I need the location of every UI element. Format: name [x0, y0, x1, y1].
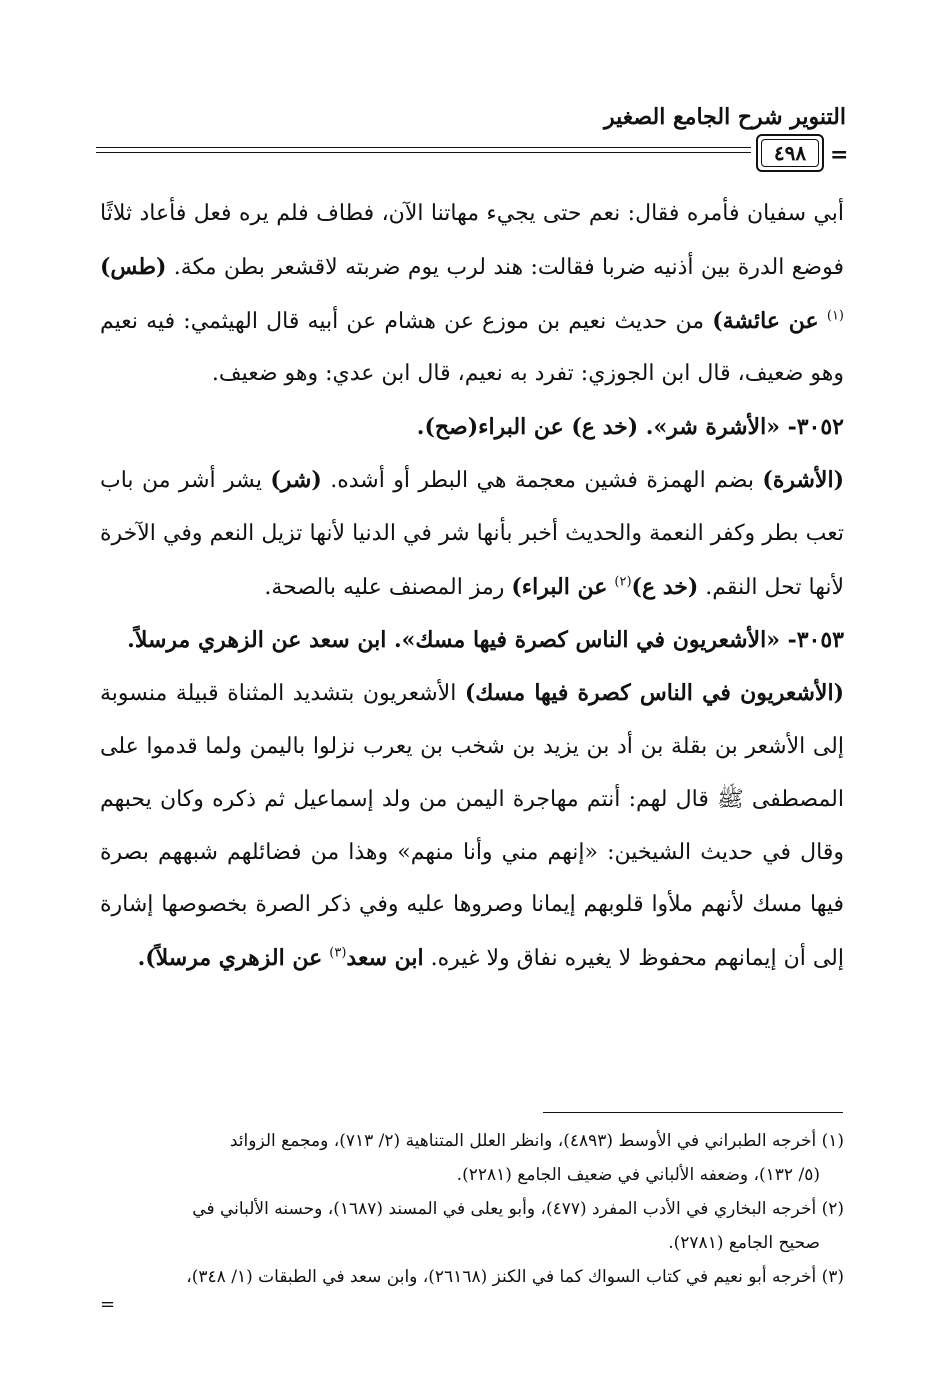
- text-run: يشر أشر من باب تعب بطر وكفر النعمة والحديث أخبر بأنها شر في الدنيا لأنها تزيل النعم وفي الآخرة لأنها تحل النقم.: [100, 467, 844, 600]
- header-rule-line: [96, 152, 751, 153]
- lemma: (الأشعريون في الناس كصرة فيها مسك): [464, 680, 844, 707]
- text-run: أبي سفيان فأمره فقال: نعم حتى يجيء مهاتنا الآن، فطاف فلم يره فعل فأعاد ثلاثًا فوضع الدرة بين أذنيه ضربا فقالت: هند لرب يوم ضربته لاقشعر بطن مكة.: [100, 201, 844, 280]
- footnote-continuation-mark: =: [100, 1294, 116, 1315]
- footnote-1-cont: (٥/ ١٣٢)، وضعفه الألباني في ضعيف الجامع (٢٢٨١).: [456, 1165, 820, 1185]
- hadith-heading-3052: ٣٠٥٢- «الأشرة شر». (خد ع) عن البراء(صح).: [416, 414, 844, 441]
- header-continuation-mark: =: [830, 142, 849, 168]
- page-number-text: ٤٩٨: [773, 141, 807, 165]
- source-name: ابن سعد: [346, 945, 424, 972]
- footnote-1: (١) أخرجه الطبراني في الأوسط (٤٨٩٣)، وانظر العلل المتناهية (٢/ ٧١٣)، ومجمع الزوائد: [229, 1131, 844, 1151]
- hadith-heading-3053: ٣٠٥٣- «الأشعريون في الناس كصرة فيها مسك». ابن سعد عن الزهري مرسلاً.: [127, 627, 844, 654]
- source-code: (خد ع): [631, 573, 699, 600]
- footnote-separator: [543, 1112, 843, 1113]
- footnotes: [100, 1124, 844, 1294]
- footnote-2: (٢) أخرجه البخاري في الأدب المفرد (٤٧٧)، وأبو يعلى في المسند (١٦٨٧)، وحسنه الألباني في: [192, 1199, 844, 1219]
- footnote-3: (٣) أخرجه أبو نعيم في كتاب السواك كما في الكنز (٢٦١٦٨)، وابن سعد في الطبقات (١/ ٣٤٨)،: [186, 1267, 844, 1287]
- narrator: عن الزهري مرسلاً).: [137, 945, 323, 972]
- text-run: بضم الهمزة فشين معجمة هي البطر أو أشده.: [330, 467, 754, 493]
- source-code: (طس): [100, 253, 167, 280]
- lemma: (الأشرة): [762, 466, 844, 493]
- page-header: [96, 104, 849, 184]
- header-double-rule: [96, 146, 751, 158]
- header-rule-line: [96, 147, 751, 148]
- paragraph-commentary-3053: [100, 667, 844, 986]
- paragraph-continued: [100, 188, 844, 401]
- main-text: [100, 188, 844, 986]
- footnote-ref-1: (١): [826, 308, 844, 324]
- footnote-2-cont: صحيح الجامع (٢٧٨١).: [668, 1233, 820, 1253]
- text-run: من حديث نعيم بن موزع عن هشام عن أبيه قال الهيثمي: فيه نعيم وهو ضعيف، قال ابن الجوزي: تفرد به نعيم، قال ابن عدي: وهو ضعيف.: [100, 308, 844, 387]
- running-title: التنوير شرح الجامع الصغير: [604, 104, 846, 130]
- narrator: عن عائشة): [712, 307, 819, 334]
- paragraph-commentary-3052: [100, 454, 844, 614]
- lemma: (شر): [270, 466, 322, 493]
- footnote-ref-3: (٣): [329, 945, 347, 961]
- narrator: عن البراء): [511, 573, 608, 600]
- text-run: الأشعريون بتشديد المثناة قبيلة منسوبة إلى الأشعر بن بقلة بن أد بن يزيد بن شخب بن يعرب نزلوا باليمن ولما قدموا على المصطفى ﷺ قال لهم: أنتم مهاجرة اليمن من ولد إسماعيل ثم ذكره وكان يحبهم وقال في حديث الشيخين: «إنهم مني وأنا منهم» وهذا من فضائلهم شبههم بصرة فيها مسك لأنهم ملأوا قلوبهم إيمانا وصروها عليه وفي ذكر الصرة بخصوصها إشارة إلى أن إيمانهم محفوظ لا يغيره نفاق ولا غيره.: [100, 681, 844, 972]
- footnote-ref-2: (٢): [614, 574, 632, 590]
- text-run: رمز المصنف عليه بالصحة.: [264, 574, 505, 600]
- page-number: [756, 134, 824, 172]
